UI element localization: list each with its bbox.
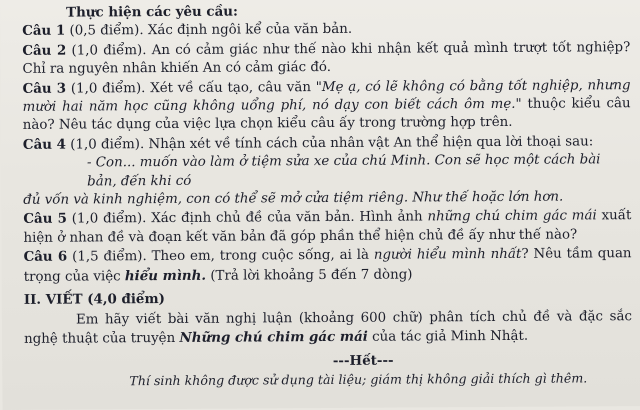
question-5-text-after: xuất hiện ở nhan đề và đoạn kết văn bản đã góp phần thể hiện chủ đề ấy như thế nào? (23, 208, 632, 246)
question-5 (23, 207, 631, 249)
writing-section-title: II. VIẾT (4,0 điểm) (23, 291, 165, 308)
instructions-heading: Thực hiện các yêu cầu: (66, 3, 238, 21)
question-2-label: Câu 2 (22, 42, 67, 59)
essay-text-before: Em hãy viết bài văn nghị luận (khoảng 600 chữ) phân tích chủ đề và đặc sắc nghệ thuật của truyện (24, 308, 632, 347)
question-4-text: (1,0 điểm). Nhận xét về tính cách của nhân vật An thể hiện qua lời thoại sau: (65, 134, 594, 153)
question-3-text-before: (1,0 điểm). Xét về cấu tạo, câu văn " (66, 79, 322, 97)
question-6-text-after: (Trả lời khoảng 5 đến 7 dòng) (205, 267, 413, 284)
question-3-quote: Mẹ ạ, có lẽ không có bằng tốt nghiệp, nhưng mười hai năm học cũng không uổng phí, nó dạy con biết cách ôm mẹ. (22, 77, 631, 115)
question-6-text-mid: ? Nêu tầm quan trọng của việc (23, 246, 632, 285)
question-1-label: Câu 1 (22, 23, 66, 40)
question-3-label: Câu 3 (22, 80, 67, 97)
exam-note: Thí sinh không được sử dụng tài liệu; giám thị không giải thích gì thêm. (129, 370, 588, 388)
question-6-emphasis: người hiểu mình nhất (373, 247, 522, 264)
end-mark: ---Hết--- (332, 352, 394, 370)
question-4-label: Câu 4 (22, 136, 66, 153)
question-1-text: (0,5 điểm). Xác định ngôi kể của văn bản. (65, 22, 353, 40)
question-2 (22, 38, 630, 80)
question-3-text-after: " thuộc kiểu câu nào? Nêu tác dụng của việc lựa chọn kiểu câu ấy trong trường hợp trên. (22, 96, 631, 134)
question-5-emphasis: những chú chim gác mái (427, 208, 597, 225)
question-2-text: (1,0 điểm). An có cảm giác như thế nào khi nhận kết quả mình trượt tốt nghiệp? Chỉ ra nguyên nhân khiến An có cảm giác đó. (22, 39, 631, 78)
question-6-label: Câu 6 (23, 248, 68, 266)
question-6 (24, 244, 632, 287)
question-6-text-before: (1,5 điểm). Theo em, trong cuộc sống, ai là (67, 248, 374, 265)
essay-prompt (24, 308, 632, 350)
essay-story-title: Những chú chim gác mái (179, 328, 368, 346)
question-6-emphasis-2: hiểu mình. (124, 267, 207, 284)
question-3 (22, 76, 630, 136)
question-4-quote-line-2: đủ vốn và kinh nghiệm, con có thể sẽ mở cửa tiệm riêng. Như thế hoặc lớn hơn. (23, 189, 564, 208)
essay-text-after: của tác giả Minh Nhật. (367, 328, 529, 345)
question-5-label: Câu 5 (23, 211, 68, 228)
question-4-quote-line-1: - Con... muốn vào làm ở tiệm sửa xe của chú Minh. Con sẽ học một cách bài bản, đến khi có (86, 152, 601, 190)
question-5-text-before: (1,0 điểm). Xác định chủ đề của văn bản. Hình ảnh (66, 209, 428, 228)
